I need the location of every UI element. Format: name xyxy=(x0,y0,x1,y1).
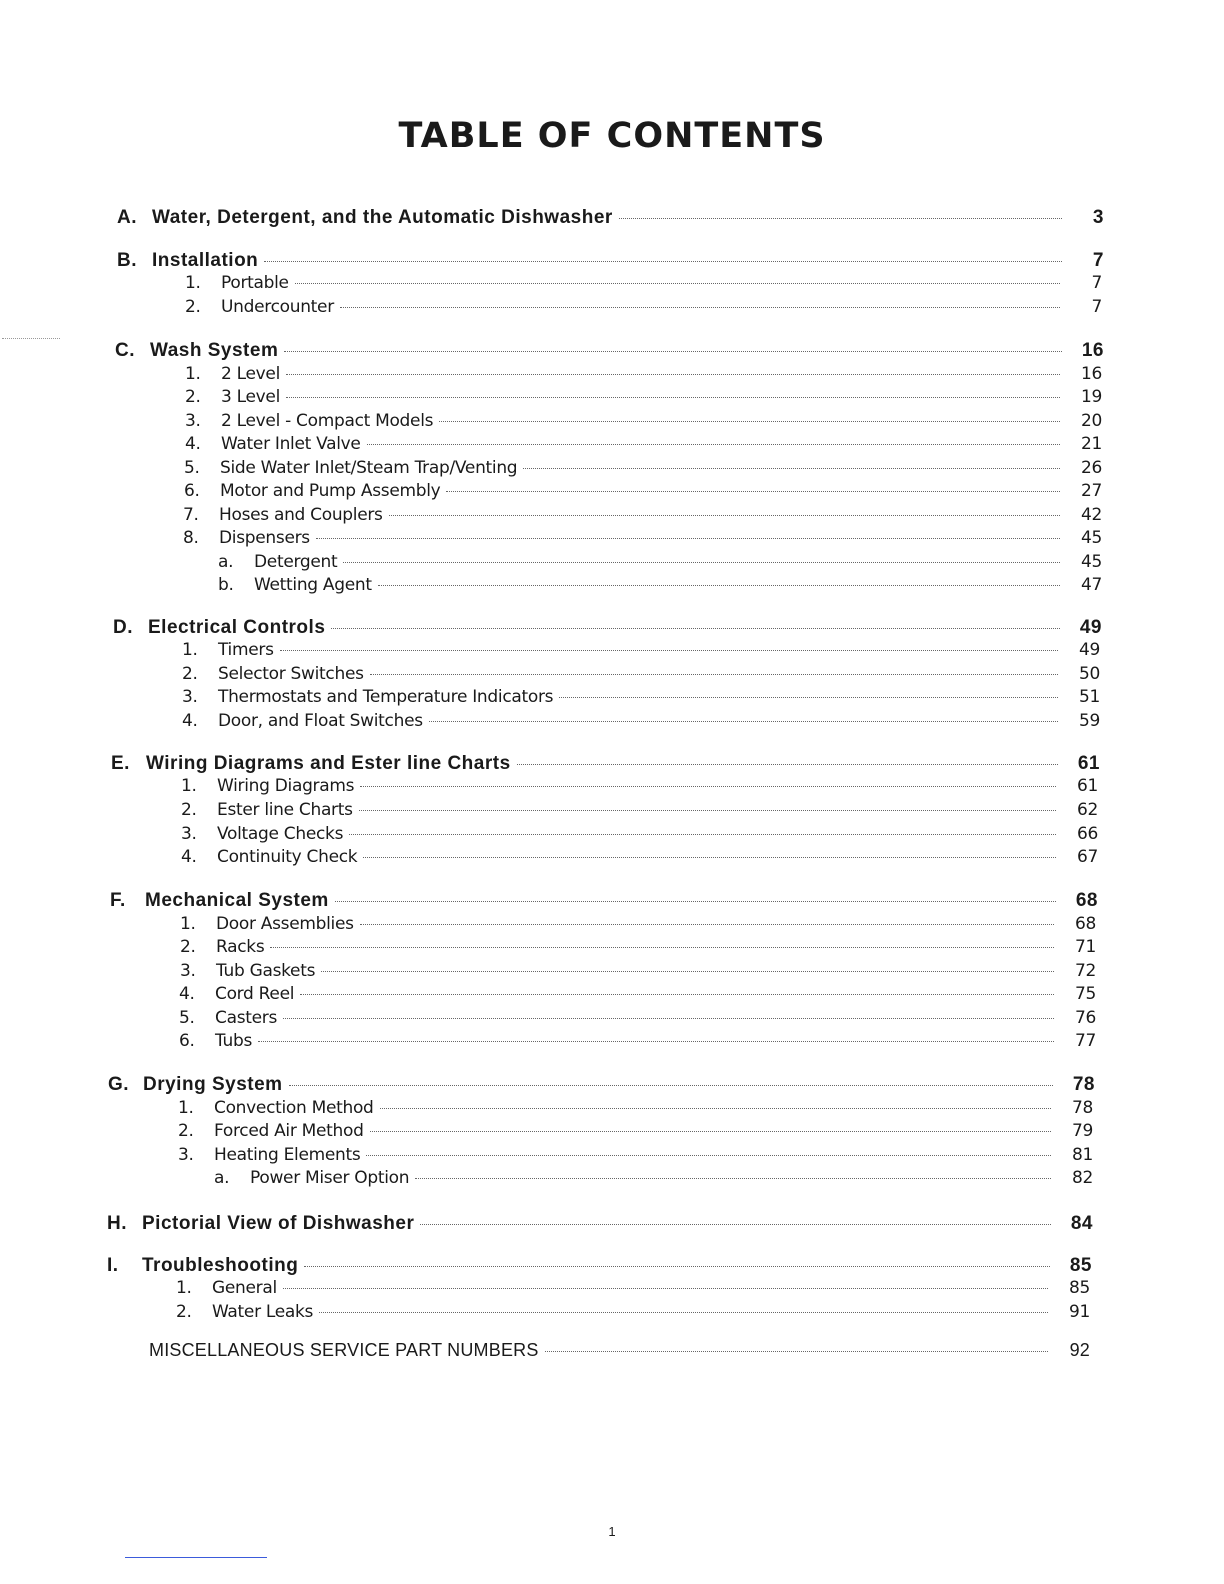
sub-sub-entry[interactable] xyxy=(214,1168,1093,1188)
entry-title: Casters xyxy=(215,1008,278,1028)
entry-title: Detergent xyxy=(254,552,338,572)
dot-leader xyxy=(343,562,1060,563)
entry-title: Pictorial View of Dishwasher xyxy=(142,1213,415,1234)
entry-page-number: 49 xyxy=(1079,617,1102,638)
dot-leader xyxy=(283,1288,1048,1289)
entry-title: Cord Reel xyxy=(215,984,295,1004)
entry-page-number: 16 xyxy=(1081,340,1104,361)
entry-label: 3. xyxy=(180,961,196,981)
sub-sub-entry[interactable] xyxy=(218,575,1102,595)
entry-label: 2. xyxy=(180,937,196,957)
entry-title: Convection Method xyxy=(214,1098,374,1118)
entry-label: 1. xyxy=(178,1098,194,1118)
entry-label: 4. xyxy=(185,434,201,454)
dot-leader xyxy=(264,261,1062,262)
sub-entry[interactable] xyxy=(181,847,1098,867)
entry-label: 3. xyxy=(181,824,197,844)
entry-page-number: 19 xyxy=(1080,387,1102,407)
dot-leader xyxy=(300,994,1054,995)
entry-title: Wiring Diagrams and Ester line Charts xyxy=(146,753,511,774)
entry-title: 2 Level - Compact Models xyxy=(221,411,434,431)
entry-page-number: 85 xyxy=(1068,1278,1090,1298)
entry-page-number: 92 xyxy=(1069,1340,1090,1360)
dot-leader xyxy=(295,283,1060,284)
entry-label: a. xyxy=(218,552,234,572)
dot-leader xyxy=(340,307,1060,308)
entry-page-number: 78 xyxy=(1072,1074,1095,1095)
entry-page-number: 49 xyxy=(1078,640,1100,660)
entry-page-number: 67 xyxy=(1076,847,1098,867)
entry-title: Wetting Agent xyxy=(254,575,372,595)
dot-leader xyxy=(270,947,1054,948)
entry-page-number: 81 xyxy=(1071,1145,1093,1165)
entry-title: Hoses and Couplers xyxy=(219,505,383,525)
dot-leader xyxy=(286,397,1060,398)
dot-leader xyxy=(378,585,1060,586)
entry-label: D. xyxy=(113,617,133,638)
entry-label: 1. xyxy=(181,776,197,796)
entry-page-number: 42 xyxy=(1080,505,1102,525)
sub-entry[interactable] xyxy=(182,711,1100,731)
entry-label: 1. xyxy=(180,914,196,934)
sub-entry[interactable] xyxy=(179,1008,1096,1028)
entry-title: Door, and Float Switches xyxy=(218,711,423,731)
dot-leader xyxy=(370,1131,1051,1132)
entry-title: Portable xyxy=(221,273,289,293)
entry-label: 3. xyxy=(178,1145,194,1165)
entry-label: 2. xyxy=(178,1121,194,1141)
entry-page-number: 20 xyxy=(1080,411,1102,431)
dot-leader xyxy=(283,1018,1054,1019)
dot-leader xyxy=(370,674,1058,675)
dot-leader xyxy=(360,786,1056,787)
entry-label: b. xyxy=(218,575,234,595)
dot-leader xyxy=(380,1108,1051,1109)
entry-title: Thermostats and Temperature Indicators xyxy=(218,687,554,707)
entry-page-number: 75 xyxy=(1074,984,1096,1004)
scan-artifact xyxy=(2,338,60,339)
footer-rule xyxy=(125,1557,267,1558)
entry-label: a. xyxy=(214,1168,230,1188)
dot-leader xyxy=(286,374,1060,375)
dot-leader xyxy=(359,810,1056,811)
sub-entry[interactable] xyxy=(184,481,1102,501)
entry-label: A. xyxy=(117,207,137,228)
entry-page-number: 59 xyxy=(1078,711,1100,731)
section-entry[interactable] xyxy=(113,617,1102,639)
entry-title: Wash System xyxy=(150,340,279,361)
sub-entry[interactable] xyxy=(180,937,1096,957)
sub-entry[interactable] xyxy=(180,961,1096,981)
sub-entry[interactable] xyxy=(185,411,1102,431)
entry-title: Mechanical System xyxy=(145,890,329,911)
entry-label: 1. xyxy=(185,273,201,293)
entry-title: 3 Level xyxy=(221,387,280,407)
entry-page-number: 62 xyxy=(1076,800,1098,820)
sub-entry[interactable] xyxy=(181,800,1098,820)
entry-title: Selector Switches xyxy=(218,664,364,684)
section-entry[interactable] xyxy=(115,340,1104,362)
entry-page-number: 26 xyxy=(1080,458,1102,478)
entry-title: Voltage Checks xyxy=(217,824,344,844)
entry-title: Door Assemblies xyxy=(216,914,354,934)
entry-label: C. xyxy=(115,340,135,361)
sub-entry[interactable] xyxy=(179,984,1096,1004)
dot-leader xyxy=(335,901,1056,902)
entry-label: 8. xyxy=(183,528,199,548)
entry-page-number: 79 xyxy=(1071,1121,1093,1141)
dot-leader xyxy=(280,650,1058,651)
entry-title: Heating Elements xyxy=(214,1145,361,1165)
entry-title: MISCELLANEOUS SERVICE PART NUMBERS xyxy=(149,1340,539,1360)
sub-entry[interactable] xyxy=(182,687,1100,707)
entry-label: E. xyxy=(111,753,130,774)
dot-leader xyxy=(429,721,1058,722)
entry-label: B. xyxy=(117,250,137,271)
entry-page-number: 7 xyxy=(1091,297,1102,317)
entry-label: 6. xyxy=(179,1031,195,1051)
dot-leader xyxy=(545,1351,1048,1352)
entry-page-number: 78 xyxy=(1071,1098,1093,1118)
sub-entry[interactable] xyxy=(179,1031,1096,1051)
entry-label: 2. xyxy=(181,800,197,820)
entry-page-number: 76 xyxy=(1074,1008,1096,1028)
sub-entry[interactable] xyxy=(180,914,1096,934)
dot-leader xyxy=(367,444,1060,445)
page-title: TABLE OF CONTENTS xyxy=(398,116,826,156)
entry-label: 2. xyxy=(185,297,201,317)
sub-entry[interactable] xyxy=(183,528,1102,548)
entry-label: H. xyxy=(107,1213,127,1234)
entry-label: 2. xyxy=(176,1302,192,1322)
entry-label: 5. xyxy=(184,458,200,478)
entry-page-number: 72 xyxy=(1074,961,1096,981)
dot-leader xyxy=(420,1224,1051,1225)
sub-entry[interactable] xyxy=(185,297,1102,317)
entry-title: Installation xyxy=(152,250,259,271)
entry-label: 3. xyxy=(182,687,198,707)
entry-title: 2 Level xyxy=(221,364,280,384)
entry-title: Power Miser Option xyxy=(250,1168,410,1188)
entry-label: 1. xyxy=(176,1278,192,1298)
dot-leader xyxy=(289,1085,1053,1086)
entry-title: Troubleshooting xyxy=(142,1255,299,1276)
entry-page-number: 91 xyxy=(1068,1302,1090,1322)
dot-leader xyxy=(360,924,1054,925)
dot-leader xyxy=(258,1041,1054,1042)
dot-leader xyxy=(559,697,1058,698)
entry-page-number: 82 xyxy=(1071,1168,1093,1188)
entry-page-number: 47 xyxy=(1080,575,1102,595)
dot-leader xyxy=(321,971,1054,972)
entry-label: 7. xyxy=(183,505,199,525)
entry-page-number: 68 xyxy=(1074,914,1096,934)
dot-leader xyxy=(446,491,1060,492)
entry-page-number: 61 xyxy=(1077,753,1100,774)
sub-entry[interactable] xyxy=(183,505,1102,525)
sub-entry[interactable] xyxy=(181,824,1098,844)
sub-entry[interactable] xyxy=(184,458,1102,478)
dot-leader xyxy=(331,628,1060,629)
dot-leader xyxy=(304,1266,1050,1267)
entry-page-number: 45 xyxy=(1080,552,1102,572)
entry-title: Wiring Diagrams xyxy=(217,776,355,796)
entry-page-number: 77 xyxy=(1074,1031,1096,1051)
entry-page-number: 71 xyxy=(1074,937,1096,957)
entry-title: General xyxy=(212,1278,277,1298)
sub-entry[interactable] xyxy=(178,1145,1093,1165)
dot-leader xyxy=(363,857,1056,858)
sub-entry[interactable] xyxy=(178,1098,1093,1118)
dot-leader xyxy=(366,1155,1051,1156)
entry-title: Tubs xyxy=(215,1031,253,1051)
sub-entry[interactable] xyxy=(185,434,1102,454)
dot-leader xyxy=(389,515,1060,516)
entry-label: 4. xyxy=(179,984,195,1004)
entry-label: 2. xyxy=(182,664,198,684)
sub-entry[interactable] xyxy=(182,664,1100,684)
entry-title: Racks xyxy=(216,937,265,957)
sub-entry[interactable] xyxy=(185,273,1102,293)
entry-page-number: 3 xyxy=(1092,207,1104,228)
entry-title: Water Inlet Valve xyxy=(221,434,361,454)
section-entry[interactable] xyxy=(111,753,1100,775)
entry-title: Water, Detergent, and the Automatic Dishwasher xyxy=(152,207,613,228)
entry-label: G. xyxy=(108,1074,130,1095)
entry-label: 5. xyxy=(179,1008,195,1028)
section-entry[interactable] xyxy=(117,207,1104,229)
entry-title: Dispensers xyxy=(219,528,310,548)
dot-leader xyxy=(319,1312,1048,1313)
misc-entry[interactable] xyxy=(149,1340,1090,1361)
dot-leader xyxy=(517,764,1058,765)
entry-page-number: 7 xyxy=(1091,273,1102,293)
sub-entry[interactable] xyxy=(176,1302,1090,1322)
entry-page-number: 51 xyxy=(1078,687,1100,707)
page-number: 1 xyxy=(608,1524,616,1539)
entry-label: I. xyxy=(107,1255,119,1276)
entry-title: Ester line Charts xyxy=(217,800,353,820)
entry-title: Motor and Pump Assembly xyxy=(220,481,441,501)
entry-page-number: 61 xyxy=(1076,776,1098,796)
section-entry[interactable] xyxy=(107,1213,1093,1235)
section-entry[interactable] xyxy=(110,890,1098,912)
entry-page-number: 7 xyxy=(1092,250,1104,271)
sub-sub-entry[interactable] xyxy=(218,552,1102,572)
dot-leader xyxy=(284,351,1062,352)
entry-label: 1. xyxy=(182,640,198,660)
entry-page-number: 68 xyxy=(1075,890,1098,911)
entry-label: 4. xyxy=(182,711,198,731)
dot-leader xyxy=(439,421,1060,422)
sub-entry[interactable] xyxy=(185,364,1102,384)
entry-label: F. xyxy=(110,890,126,911)
entry-title: Side Water Inlet/Steam Trap/Venting xyxy=(220,458,518,478)
dot-leader xyxy=(619,218,1062,219)
entry-title: Water Leaks xyxy=(212,1302,314,1322)
entry-page-number: 84 xyxy=(1070,1213,1093,1234)
entry-title: Continuity Check xyxy=(217,847,358,867)
entry-page-number: 27 xyxy=(1080,481,1102,501)
entry-title: Forced Air Method xyxy=(214,1121,364,1141)
entry-page-number: 16 xyxy=(1080,364,1102,384)
dot-leader xyxy=(523,468,1060,469)
entry-page-number: 85 xyxy=(1069,1255,1092,1276)
entry-page-number: 50 xyxy=(1078,664,1100,684)
section-entry[interactable] xyxy=(108,1074,1095,1096)
entry-page-number: 66 xyxy=(1076,824,1098,844)
sub-entry[interactable] xyxy=(182,640,1100,660)
section-entry[interactable] xyxy=(107,1255,1092,1277)
entry-label: 2. xyxy=(185,387,201,407)
entry-title: Electrical Controls xyxy=(148,617,326,638)
entry-label: 1. xyxy=(185,364,201,384)
dot-leader xyxy=(316,538,1060,539)
entry-label: 6. xyxy=(184,481,200,501)
entry-title: Tub Gaskets xyxy=(216,961,316,981)
sub-entry[interactable] xyxy=(178,1121,1093,1141)
sub-entry[interactable] xyxy=(185,387,1102,407)
entry-label: 4. xyxy=(181,847,197,867)
section-entry[interactable] xyxy=(117,250,1104,272)
sub-entry[interactable] xyxy=(176,1278,1090,1298)
sub-entry[interactable] xyxy=(181,776,1098,796)
entry-page-number: 21 xyxy=(1080,434,1102,454)
entry-title: Timers xyxy=(218,640,274,660)
entry-label: 3. xyxy=(185,411,201,431)
entry-page-number: 45 xyxy=(1080,528,1102,548)
dot-leader xyxy=(349,834,1056,835)
entry-title: Undercounter xyxy=(221,297,334,317)
dot-leader xyxy=(415,1178,1051,1179)
entry-title: Drying System xyxy=(143,1074,283,1095)
